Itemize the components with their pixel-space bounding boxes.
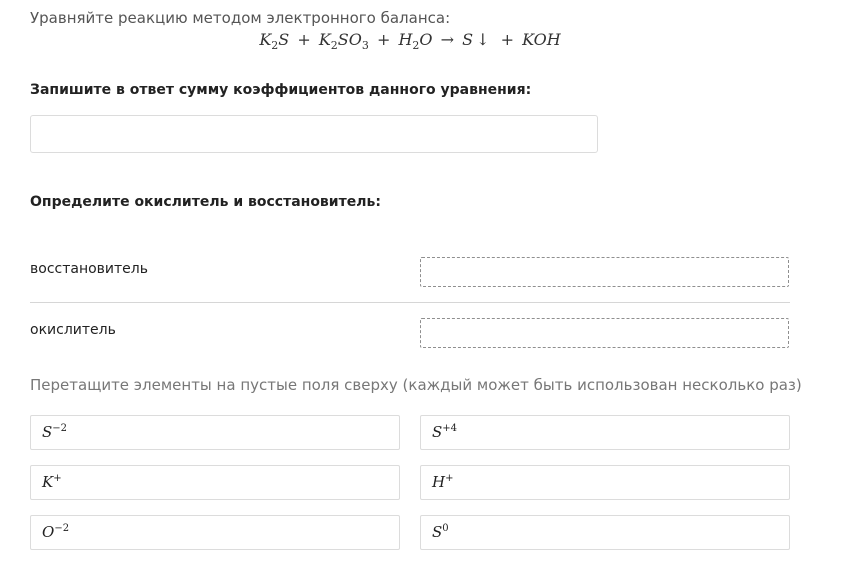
term-k2s: $K_2S$	[259, 30, 290, 53]
task-instruction: Уравняйте реакцию методом электронного баланса:	[30, 9, 451, 27]
reducer-label: восстановитель	[30, 261, 148, 277]
row-divider	[30, 302, 790, 303]
term-h2o: $H_2O$	[398, 30, 433, 53]
term-koh: KOH	[522, 30, 561, 49]
term-s-precipitate: S ↓	[462, 30, 490, 49]
coefficient-sum-input[interactable]	[30, 115, 598, 153]
option-h-plus[interactable]: H+	[420, 465, 790, 500]
option-s-zero[interactable]: $S^0$	[420, 515, 790, 550]
question-redox-label: Определите окислитель и восстановитель:	[30, 194, 381, 210]
option-s-minus-2[interactable]: $S^{-2}$	[30, 415, 400, 450]
reducer-drop-zone[interactable]	[420, 257, 789, 287]
option-o-minus-2[interactable]: $O^{-2}$	[30, 515, 400, 550]
option-k-plus[interactable]: K+	[30, 465, 400, 500]
term-k2so3: $K_2SO_3$	[318, 30, 369, 53]
reaction-equation: $K_2S + K_2SO_3 + H_2O \to S$ ↓ + KOH	[259, 30, 561, 53]
oxidizer-drop-zone[interactable]	[420, 318, 789, 348]
question-coefficients-label: Запишите в ответ сумму коэффициентов данного уравнения:	[30, 82, 532, 98]
oxidizer-label: окислитель	[30, 322, 116, 338]
reaction-arrow: →	[440, 30, 455, 49]
drag-hint: Перетащите элементы на пустые поля сверху (каждый может быть использован несколько раз)	[30, 376, 802, 394]
option-s-plus-4[interactable]: $S^{+4}$	[420, 415, 790, 450]
